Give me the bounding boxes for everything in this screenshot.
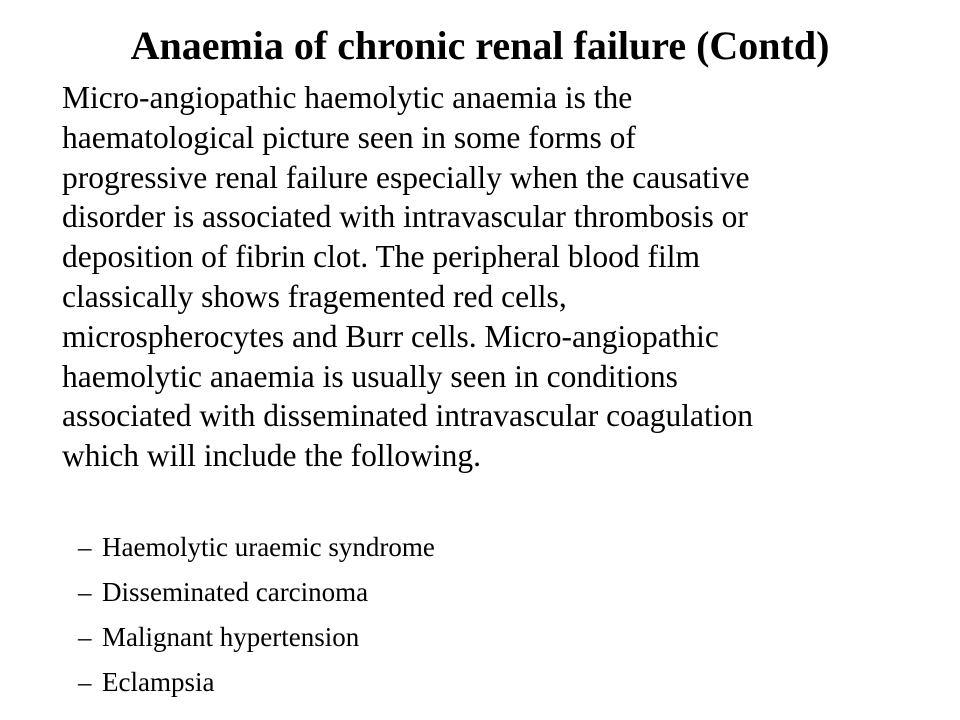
list-item-text: Eclampsia (102, 667, 215, 697)
list-item (78, 615, 435, 660)
body-line: deposition of fibrin clot. The peripheral blood film (62, 239, 701, 275)
list-item-text: Disseminated carcinoma (102, 577, 369, 607)
dash-bullet: – (78, 577, 92, 607)
list-item-text: Haemolytic uraemic syndrome (102, 532, 435, 562)
body-line: classically shows fragemented red cells, (62, 278, 567, 314)
body-line: which will include the following. (62, 438, 482, 474)
dash-bullet: – (78, 532, 92, 562)
list-item (78, 660, 435, 705)
condition-list (78, 525, 435, 705)
body-line: progressive renal failure especially when the causative (62, 159, 750, 195)
dash-bullet: – (78, 667, 92, 697)
body-paragraph (62, 78, 942, 476)
body-line: microspherocytes and Burr cells. Micro-angiopathic (62, 318, 719, 354)
slide-title: Anaemia of chronic renal failure (Contd) (130, 23, 830, 68)
list-item (78, 570, 435, 615)
body-line: Micro-angiopathic haemolytic anaemia is the (62, 80, 633, 115)
body-line: associated with disseminated intravascular coagulation (62, 398, 754, 434)
dash-bullet: – (78, 622, 92, 652)
body-line: disorder is associated with intravascular thrombosis or (62, 199, 748, 235)
list-item (78, 525, 435, 570)
list-item-text: Malignant hypertension (102, 622, 360, 652)
body-line: haemolytic anaemia is usually seen in conditions (62, 358, 678, 394)
body-line: haematological picture seen in some forms of (62, 119, 636, 155)
